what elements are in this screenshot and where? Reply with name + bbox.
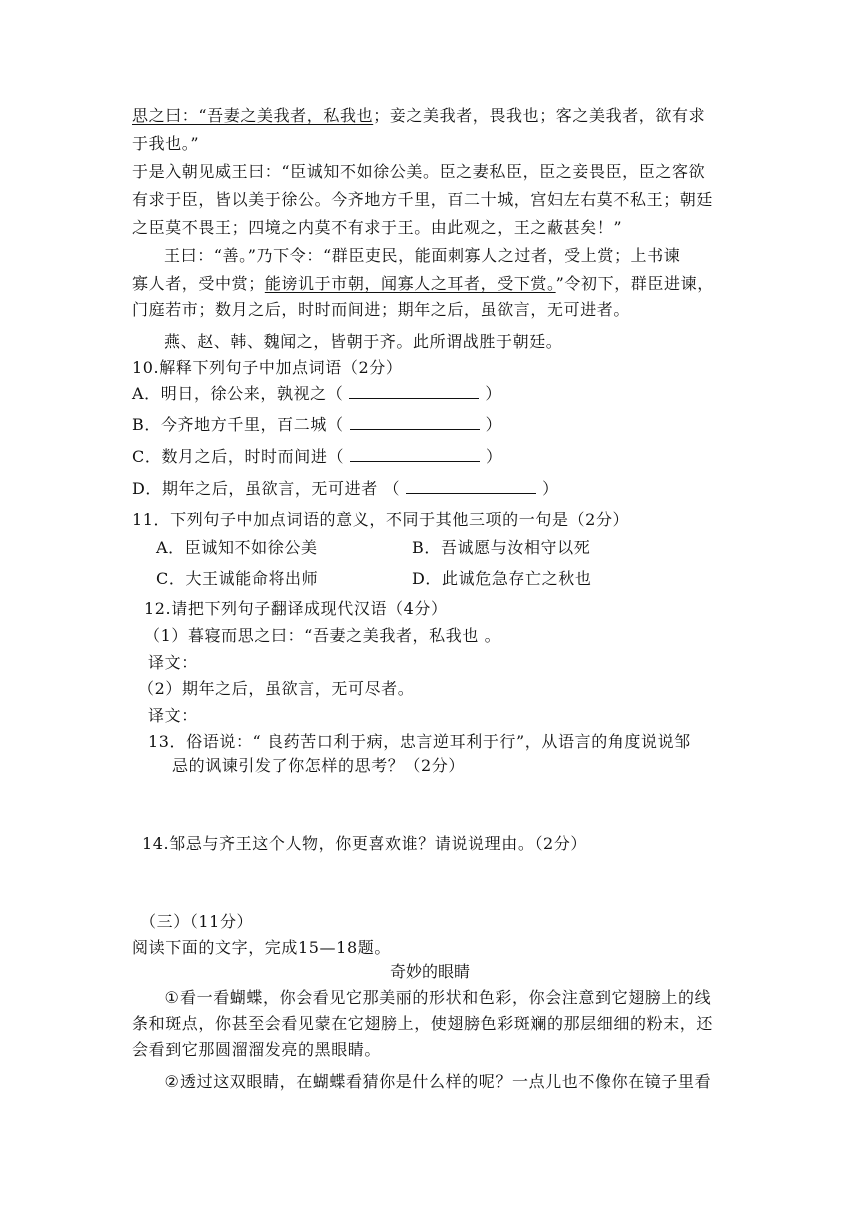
q12-translation-label-2: 译文：	[148, 706, 198, 725]
q11-option-d: D．此诚危急存亡之秋也	[412, 569, 592, 588]
answer-blank[interactable]	[406, 479, 536, 494]
passage-line-3: 于是入朝见威王曰：“臣诚知不如徐公美。臣之妻私臣，臣之妾畏臣，臣之客欲	[132, 162, 706, 181]
passage-line-8: 门庭若市；数月之后，时时而间进；期年之后，虽欲言，无可进者。	[132, 300, 631, 319]
passage-line-4: 有求于臣，皆以美于徐公。今齐地方千里，百二十城，宫妇左右莫不私王；朝廷	[132, 190, 714, 209]
q10-option-d: D．期年之后，虽欲言，无可进者 （ ）	[132, 479, 559, 498]
article-title: 奇妙的眼睛	[389, 962, 470, 981]
q10-option-a: A．明日，徐公来，孰视之（ ）	[132, 384, 502, 403]
answer-blank[interactable]	[350, 415, 480, 430]
q10-option-c: C．数月之后，时时而间进（ ）	[132, 447, 503, 466]
q13-line-2: 忌的讽谏引发了你怎样的思考？（2分）	[172, 756, 465, 775]
passage-line-5: 之臣莫不畏王；四境之内莫不有求于王。由此观之，王之蔽甚矣！”	[132, 218, 623, 237]
passage-line-6: 王曰：“善。”乃下令：“群臣吏民，能面刺寡人之过者，受上赏；上书谏	[164, 246, 681, 265]
q12-heading: 12.请把下列句子翻译成现代汉语（4分）	[144, 599, 448, 618]
passage-line-1: 思之曰：“吾妻之美我者，私我也；妾之美我者，畏我也；客之美我者，欲有求	[132, 106, 706, 125]
q12-sentence-1: （1）暮寝而思之曰：“吾妻之美我者，私我也 。	[144, 626, 502, 645]
q10-option-b: B．今齐地方千里，百二城（ ）	[132, 415, 503, 434]
q11-heading: 11．下列句子中加点词语的意义，不同于其他三项的一句是（2分）	[132, 510, 630, 529]
passage-line-9: 燕、赵、韩、魏闻之，皆朝于齐。此所谓战胜于朝廷。	[164, 332, 563, 351]
q12-translation-label-1: 译文：	[148, 653, 198, 672]
section3-heading: （三）（11分）	[140, 912, 254, 931]
article-para-2-line-1: ②透过这双眼睛，在蝴蝶看猜你是什么样的呢？一点儿也不像你在镜子里看	[164, 1072, 712, 1091]
underlined-sentence-1: 思之曰：“吾妻之美我者，私我也	[132, 106, 374, 125]
q14-question: 14.邹忌与齐王这个人物，你更喜欢谁？请说说理由。（2分）	[142, 834, 588, 853]
article-para-1-line-3: 会看到它那圆溜溜发亮的黑眼睛。	[132, 1040, 382, 1059]
q11-option-c: C．大王诚能命将出师	[156, 569, 319, 588]
q10-heading: 10.解释下列句子中加点词语（2分）	[132, 358, 403, 377]
answer-blank[interactable]	[349, 384, 479, 399]
answer-blank[interactable]	[350, 447, 480, 462]
q11-option-b: B．吾诚愿与汝相守以死	[412, 538, 591, 557]
q13-line-1: 13．俗语说：“ 良药苦口利于病，忠言逆耳利于行”，从语言的角度说说邹	[148, 732, 691, 751]
article-para-1-line-2: 条和斑点，你甚至会看见蒙在它翅膀上，使翅膀色彩斑斓的那层细细的粉末，还	[132, 1014, 714, 1033]
section3-instruction: 阅读下面的文字，完成15—18题。	[132, 938, 391, 957]
underlined-sentence-2: 能谤讥于市朝，闻寡人之耳者，受下赏。	[264, 274, 556, 293]
q12-sentence-2: （2）期年之后，虽欲言，无可尽者。	[138, 679, 415, 698]
article-para-1-line-1: ①看一看蝴蝶，你会看见它那美丽的形状和色彩，你会注意到它翅膀上的线	[164, 988, 712, 1007]
q11-option-a: A．臣诚知不如徐公美	[156, 538, 318, 557]
passage-line-2: 于我也。”	[132, 134, 200, 153]
passage-line-7: 寡人者，受中赏；能谤讥于市朝，闻寡人之耳者，受下赏。”令初下，群臣进谏，	[132, 274, 714, 293]
